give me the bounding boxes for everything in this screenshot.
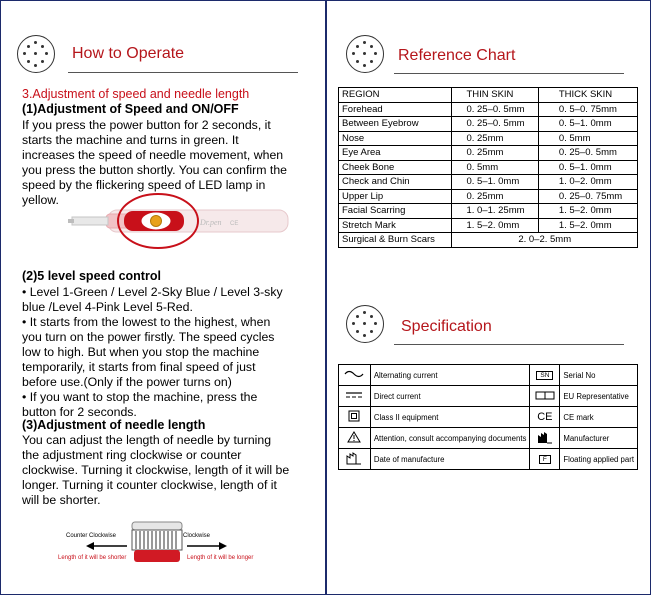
table-row [339, 146, 638, 161]
table-row [339, 428, 638, 449]
longer-label: Length of it will be longer [187, 555, 254, 561]
manufacture-date-icon [346, 458, 362, 467]
page-divider [325, 0, 327, 595]
section-dots-icon [346, 35, 384, 73]
page-title: How to Operate [72, 45, 185, 62]
level-text-line: temporarily, it starts from final speed of just [22, 360, 256, 374]
table-row [339, 131, 638, 146]
needle-paragraph [22, 433, 322, 508]
speed-text-line: speed by the flickering speed of LED lamp in [22, 178, 266, 192]
speed-heading: (1)Adjustment of Speed and ON/OFF [22, 102, 239, 116]
symbol-label: Alternating current [370, 365, 530, 386]
level-text-line: blue /Level 4-Pink Level 5-Red. [22, 300, 193, 314]
reference-underline [394, 73, 624, 74]
level-paragraph [22, 285, 322, 420]
needle-text-line: longer. Turning it counter clockwise, length of it [22, 478, 277, 492]
speed-text-line: yellow. [22, 193, 59, 207]
speed-text-line: you press the button shortly. You can confirm the [22, 163, 287, 177]
speed-text-line: increases the speed of needle movement, when [22, 148, 284, 162]
level-text-line: button for 2 seconds. [22, 405, 137, 419]
speed-text-line: starts the machine and turns in green. It [22, 133, 239, 147]
region-cell: Surgical & Burn Scars [339, 233, 452, 248]
section-dots-icon [17, 35, 55, 73]
column-header: REGION [339, 88, 452, 103]
section-dots-icon [346, 305, 384, 343]
table-row [339, 449, 638, 470]
symbol-label: Manufacturer [560, 428, 638, 449]
region-cell: Nose [339, 131, 452, 146]
level-heading: (2)5 level speed control [22, 269, 161, 283]
thin-skin-cell: 0. 25mm [452, 146, 538, 161]
thin-skin-cell: 1. 0–1. 25mm [452, 204, 538, 219]
class-ii-icon [348, 415, 360, 424]
pen-ce-label: CE [230, 221, 239, 227]
table-row [339, 204, 638, 219]
specification-table [338, 364, 638, 470]
thick-skin-cell: 0. 5–0. 75mm [538, 102, 637, 117]
thin-skin-cell: 0. 5–1. 0mm [452, 175, 538, 190]
level-text-line: you turn on the power firstly. The speed cycles [22, 330, 275, 344]
thin-skin-cell: 0. 25mm [452, 189, 538, 204]
thin-skin-cell: 1. 5–2. 0mm [452, 218, 538, 233]
manufacturer-icon [537, 437, 553, 446]
needle-heading: (3)Adjustment of needle length [22, 418, 206, 432]
eu-rep-icon [535, 393, 555, 402]
needle-text-line: will be shorter. [22, 493, 101, 507]
symbol-label: Attention, consult accompanying documents [370, 428, 530, 449]
level-text-line: • Level 1-Green / Level 2-Sky Blue / Level 3-sky [22, 285, 283, 299]
column-header: THICK SKIN [538, 88, 637, 103]
level-text-line: • It starts from the lowest to the highest, when [22, 315, 271, 329]
dr-pen-illustration [68, 190, 308, 260]
level-text-line: low to high. But when you stop the machine [22, 345, 260, 359]
table-row [339, 102, 638, 117]
specification-underline [394, 344, 624, 345]
region-cell: Forehead [339, 102, 452, 117]
thick-skin-cell: 1. 5–2. 0mm [538, 218, 637, 233]
symbol-label: CE mark [560, 407, 638, 428]
column-header: THIN SKIN [452, 88, 538, 103]
symbol-label: EU Representative [560, 386, 638, 407]
ce-mark-icon: CE [537, 411, 553, 423]
pen-brand-label: Dr.pen [200, 218, 222, 227]
region-cell: Between Eyebrow [339, 117, 452, 132]
symbol-label: Direct current [370, 386, 530, 407]
thick-skin-cell: 0. 5–1. 0mm [538, 117, 637, 132]
needle-text-line: You can adjust the length of needle by turning [22, 433, 272, 447]
table-row [339, 218, 638, 233]
region-cell: Upper Lip [339, 189, 452, 204]
table-row [339, 160, 638, 175]
table-row [339, 365, 638, 386]
table-row [339, 407, 638, 428]
shorter-label: Length of it will be shorter [58, 555, 127, 561]
subtitle: 3.Adjustment of speed and needle length [22, 87, 250, 101]
symbol-label: Serial No [560, 365, 638, 386]
thin-skin-cell: 0. 25–0. 5mm [452, 117, 538, 132]
thin-skin-cell: 0. 25–0. 5mm [452, 102, 538, 117]
warning-icon [347, 436, 361, 445]
level-text-line: • If you want to stop the machine, press the [22, 390, 258, 404]
thick-skin-cell: 0. 25–0. 5mm [538, 146, 637, 161]
thick-skin-cell: 0. 25–0. 75mm [538, 189, 637, 204]
symbol-label: Class II equipment [370, 407, 530, 428]
cw-label: Clockwise [183, 533, 211, 539]
speed-text-line: If you press the power button for 2 seconds, it [22, 118, 271, 132]
thick-skin-cell: 1. 5–2. 0mm [538, 204, 637, 219]
needle-text-line: the adjustment ring clockwise or counter [22, 448, 242, 462]
level-text-line: before use.(Only if the power turns on) [22, 375, 232, 389]
region-cell: Check and Chin [339, 175, 452, 190]
table-row [339, 175, 638, 190]
symbol-label: Floating applied part [560, 449, 638, 470]
thick-skin-cell: 0. 5–1. 0mm [538, 160, 637, 175]
table-row [339, 386, 638, 407]
region-cell: Eye Area [339, 146, 452, 161]
title-underline [68, 72, 298, 73]
reference-title: Reference Chart [398, 47, 516, 64]
specification-title: Specification [401, 318, 492, 335]
floating-part-icon: F [539, 455, 551, 464]
serial-number-icon: SN [536, 371, 553, 380]
direct-current-icon [344, 393, 364, 402]
region-cell: Stretch Mark [339, 218, 452, 233]
region-cell: Cheek Bone [339, 160, 452, 175]
ccw-label: Counter Clockwise [66, 533, 117, 539]
alternating-current-icon [344, 372, 364, 381]
thin-skin-cell: 0. 25mm [452, 131, 538, 146]
table-row [339, 233, 638, 248]
table-header-row [339, 88, 638, 103]
table-row [339, 117, 638, 132]
symbol-label: Date of manufacture [370, 449, 530, 470]
table-row [339, 189, 638, 204]
needle-text-line: clockwise. Turning it clockwise, length of it will be [22, 463, 290, 477]
thick-skin-cell: 1. 0–2. 0mm [538, 175, 637, 190]
thin-skin-cell: 0. 5mm [452, 160, 538, 175]
region-cell: Facial Scarring [339, 204, 452, 219]
thick-skin-cell: 0. 5mm [538, 131, 637, 146]
reference-table [338, 87, 638, 248]
depth-cell: 2. 0–2. 5mm [452, 233, 638, 248]
